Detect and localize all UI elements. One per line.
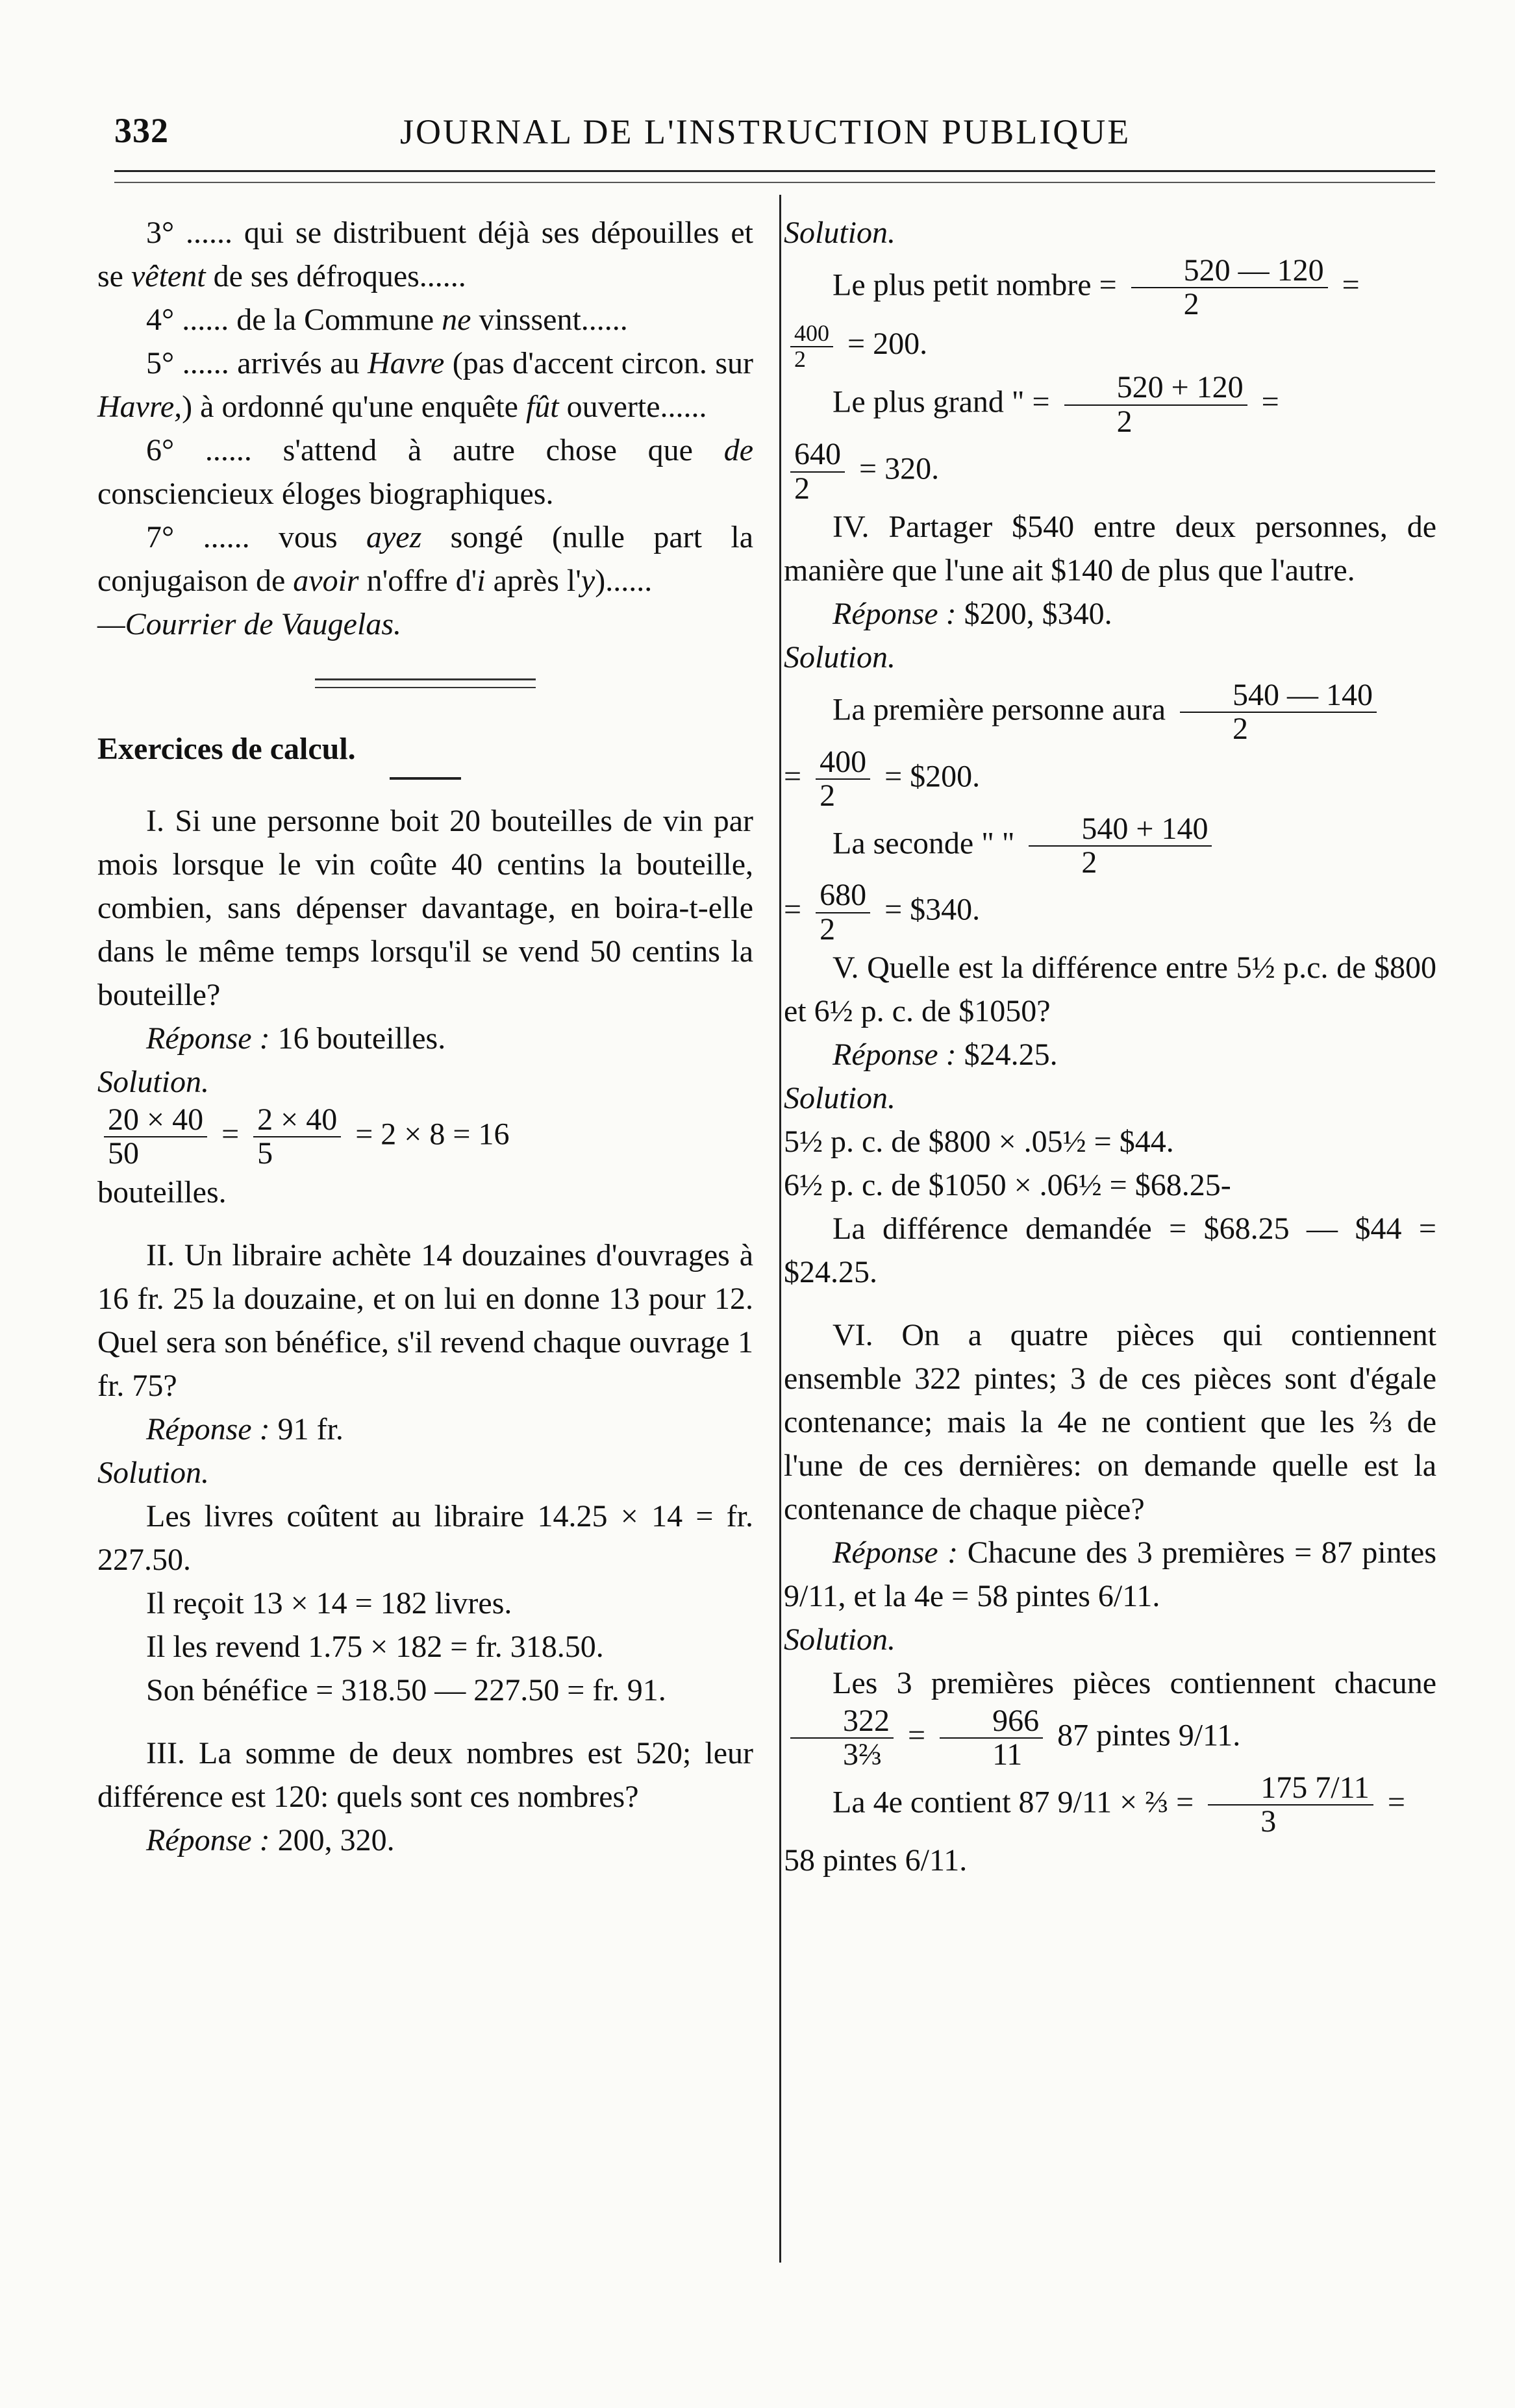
exercise-6-answer: Réponse : Chacune des 3 premières = 87 pintes 9/11, et la 4e = 58 pintes 6/11. xyxy=(784,1535,1437,1614)
exercise-6-question: VI. On a quatre pièces qui contiennent ensemble 322 pintes; 3 de ces pièces sont d'égale contenance; mais la 4e ne contient que les ⅔ de l'une de ces dernières: on demande quelle est la contenance de chaque pièce? xyxy=(784,1318,1436,1527)
exercise-4-second-result: = $\frac{680}{2}$ = $340. xyxy=(784,878,981,947)
exercise-1-unit: bouteilles. xyxy=(97,1174,227,1210)
exercise-6-solution-label: Solution. xyxy=(784,1622,896,1657)
column-divider xyxy=(779,195,781,2263)
exercise-4-question: IV. Partager $540 entre deux personnes, de manière que l'une ait $140 de plus que l'autre. xyxy=(784,509,1436,588)
exercise-3-answer: Réponse : 200, 320. xyxy=(146,1822,395,1857)
page-number: 332 xyxy=(114,111,169,150)
exercise-2-answer: Réponse : 91 fr. xyxy=(146,1411,344,1446)
page-header xyxy=(114,110,1435,162)
exercise-3-smaller-result: $\frac{400}{2}$ = 200. xyxy=(784,321,1436,372)
title-ornament xyxy=(390,777,461,780)
exercise-2-step-1: Les livres coûtent au libraire 14.25 × 14 = fr. 227.50. xyxy=(97,1498,753,1577)
section-title: Exercices de calcul. xyxy=(97,732,356,766)
exercise-1-question: I. Si une personne boit 20 bouteilles de vin par mois lorsque le vin coûte 40 centins la bouteille, combien, sans dépenser davantage, en boira-t-elle dans le même temps lorsqu'il se vend 50 centins la bouteille? xyxy=(97,804,753,1012)
exercise-1-solution-label: Solution. xyxy=(97,1065,210,1099)
left-column xyxy=(97,211,753,1862)
exercise-2-step-3: Il les revend 1.75 × 182 = fr. 318.50. xyxy=(146,1629,604,1664)
header-rule xyxy=(114,170,1435,172)
exercise-3-solution-label: Solution. xyxy=(784,216,896,250)
correction-7: 7° ...... vous ayez songé (nulle part la conjugaison de avoir n'offre d'i après l'y)...... xyxy=(97,520,754,598)
correction-4: 4° ...... de la Commune ne vinssent...... xyxy=(146,303,628,337)
section-separator xyxy=(315,678,536,688)
exercise-6-step-2: La 4e contient 87 9/11 × ⅔ = $\frac{175 7/11}{3}$ = xyxy=(833,1770,1405,1839)
exercise-2-step-2: Il reçoit 13 × 14 = 182 livres. xyxy=(146,1585,512,1620)
exercise-1-answer: Réponse : 16 bouteilles. xyxy=(146,1021,446,1056)
exercise-4-solution-label: Solution. xyxy=(784,639,896,675)
exercise-2-solution-label: Solution. xyxy=(97,1455,210,1490)
exercise-5-answer: Réponse : $24.25. xyxy=(833,1037,1058,1073)
exercise-5-step-2: 6½ p. c. de $1050 × .06½ = $68.25- xyxy=(784,1168,1231,1203)
exercise-4-answer: Réponse : $200, $340. xyxy=(833,596,1112,631)
exercise-1-equation: $\frac{20 \times 40}{50}$ = $\frac{2 \times 40}{5}$ = 2 × 8 = 16 xyxy=(97,1104,753,1171)
right-column xyxy=(784,211,1436,1882)
exercise-3-question: III. La somme de deux nombres est 520; leur différence est 120: quels sont ces nombres? xyxy=(97,1735,753,1814)
exercise-4-first: La première personne aura $\frac{540 — 140}{2}$ xyxy=(784,679,1436,746)
exercise-6-result: 58 pintes 6/11. xyxy=(784,1843,968,1878)
exercise-5-question: V. Quelle est la différence entre 5½ p.c. de $800 et 6½ p. c. de $1050? xyxy=(784,950,1436,1029)
exercise-6-step-1: Les 3 premières pièces contiennent chacune $\frac{322}{\text{3⅔}}$ = $\frac{966}{11}$ 87 pintes 9/11. xyxy=(784,1661,1436,1772)
exercise-4-second: La seconde " " $\frac{540 + 140}{2}$ xyxy=(784,813,1436,880)
running-title: JOURNAL DE L'INSTRUCTION PUBLIQUE xyxy=(400,112,1131,151)
exercise-2-question: II. Un libraire achète 14 douzaines d'ouvrages à 16 fr. 25 la douzaine, et on lui en donne 13 pour 12. Quel sera son bénéfice, s'il revend chaque ouvrage 1 fr. 75? xyxy=(97,1237,753,1403)
exercise-3-larger: Le plus grand " = $\frac{520 + 120}{2}$ = xyxy=(833,370,1279,439)
exercise-2-step-4: Son bénéfice = 318.50 — 227.50 = fr. 91. xyxy=(146,1672,666,1707)
exercise-4-first-result: = $\frac{400}{2}$ = $200. xyxy=(784,744,981,813)
exercise-5-step-1: 5½ p. c. de $800 × .05½ = $44. xyxy=(784,1124,1174,1160)
exercise-5-step-3: La différence demandée = $68.25 — $44 = $24.25. xyxy=(784,1211,1436,1290)
header-rule-secondary xyxy=(114,182,1435,183)
correction-5: 5° ...... arrivés au Havre (pas d'accent circon. sur Havre,) à ordonné qu'une enquête fût ouverte...... xyxy=(97,346,754,424)
correction-3: 3° ...... qui se distribuent déjà ses dépouilles et se vêtent de ses défroques...... xyxy=(97,216,753,293)
exercise-5-solution-label: Solution. xyxy=(784,1081,896,1116)
exercise-3-smaller: Le plus petit nombre = $\frac{520 — 120}{2}$ = xyxy=(833,253,1360,322)
correction-6: 6° ...... s'attend à autre chose que de consciencieux éloges biographiques. xyxy=(97,433,754,511)
exercise-3-larger-result: $\frac{640}{2}$ = 320. xyxy=(784,438,1436,505)
source-attribution: —Courrier de Vaugelas. xyxy=(97,607,401,641)
